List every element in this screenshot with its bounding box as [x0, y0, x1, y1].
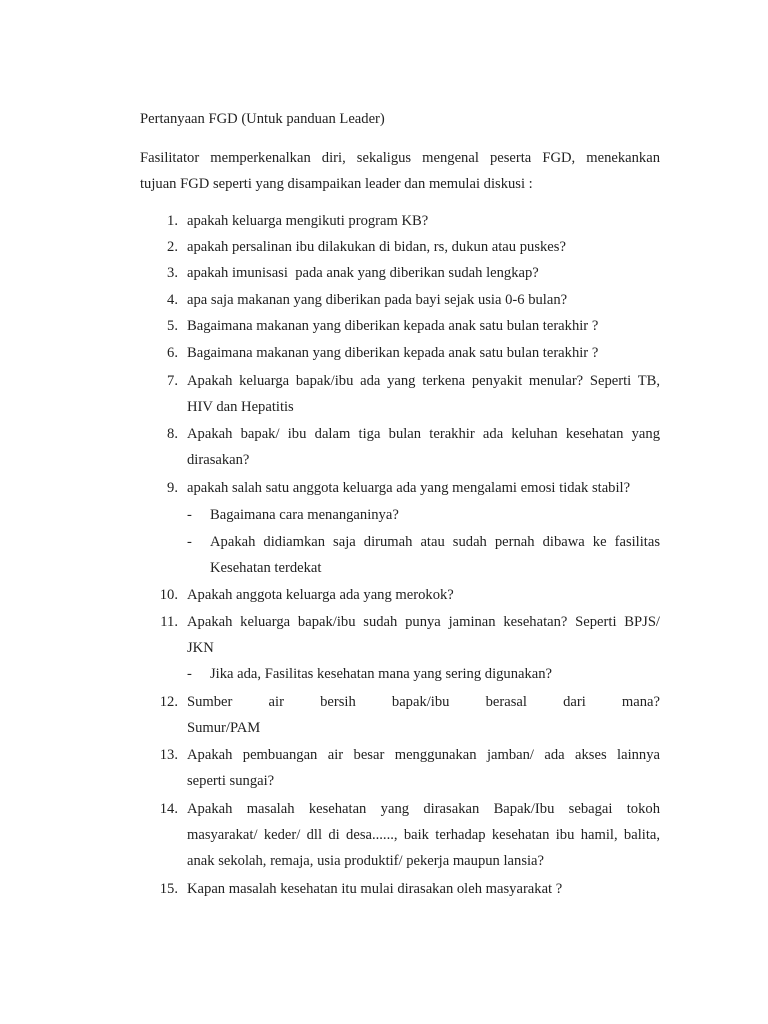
intro-line-2: tujuan FGD seperti yang disampaikan leader dan memulai diskusi :: [140, 176, 533, 192]
question-number: 9.: [167, 480, 178, 496]
document-title: Pertanyaan FGD (Untuk panduan Leader): [140, 111, 385, 127]
question-text: masyarakat/ keder/ dll di desa......, baik terhadap kesehatan ibu hamil, balita,: [187, 827, 660, 843]
question-item: [140, 742, 660, 794]
question-text: Apakah keluarga bapak/ibu sudah punya jaminan kesehatan? Seperti BPJS/: [187, 614, 660, 630]
question-item: [140, 340, 660, 366]
question-number: 11.: [160, 614, 178, 630]
question-item: [140, 260, 660, 286]
question-text: Apakah anggota keluarga ada yang merokok?: [187, 587, 454, 603]
question-text: Apakah masalah kesehatan yang dirasakan Bapak/Ibu sebagai tokoh: [187, 801, 660, 817]
question-item: [140, 421, 660, 473]
question-text: Bagaimana makanan yang diberikan kepada anak satu bulan terakhir ?: [187, 318, 599, 334]
sub-question-item: [140, 502, 660, 528]
question-number: 13.: [159, 747, 178, 763]
question-text: apakah imunisasi pada anak yang diberikan sudah lengkap?: [187, 265, 539, 281]
question-item: [140, 582, 660, 608]
question-item: [140, 368, 660, 420]
question-item: [140, 208, 660, 234]
question-item: [140, 796, 660, 874]
question-number: 10.: [159, 587, 178, 603]
question-text: HIV dan Hepatitis: [187, 399, 294, 415]
question-text: apakah keluarga mengikuti program KB?: [187, 213, 429, 229]
dash-bullet: -: [187, 534, 192, 550]
question-text: Apakah pembuangan air besar menggunakan jamban/ ada akses lainnya: [187, 747, 660, 763]
question-number: 12.: [159, 694, 178, 710]
question-item: [140, 876, 660, 902]
question-item: [140, 609, 660, 661]
question-number: 2.: [167, 239, 178, 255]
question-text: Bagaimana makanan yang diberikan kepada anak satu bulan terakhir ?: [187, 345, 599, 361]
sub-question-text: Jika ada, Fasilitas kesehatan mana yang sering digunakan?: [210, 666, 553, 682]
question-text: apakah persalinan ibu dilakukan di bidan, rs, dukun atau puskes?: [187, 239, 566, 255]
question-number: 6.: [167, 345, 178, 361]
sub-question-text: Bagaimana cara menanganinya?: [210, 507, 399, 523]
dash-bullet: -: [187, 666, 192, 682]
question-text: Kapan masalah kesehatan itu mulai dirasakan oleh masyarakat ?: [187, 881, 563, 897]
question-text: Sumber air bersih bapak/ibu berasal dari mana?: [187, 694, 660, 710]
question-number: 15.: [159, 881, 178, 897]
question-item: [140, 689, 660, 741]
question-number: 4.: [167, 292, 178, 308]
question-item: [140, 475, 660, 501]
sub-question-text: Kesehatan terdekat: [210, 560, 322, 576]
question-item: [140, 313, 660, 339]
question-text: Apakah bapak/ ibu dalam tiga bulan terakhir ada keluhan kesehatan yang: [187, 426, 660, 442]
question-text: apakah salah satu anggota keluarga ada yang mengalami emosi tidak stabil?: [187, 480, 631, 496]
question-text: Sumur/PAM: [187, 720, 261, 736]
question-number: 7.: [167, 373, 178, 389]
question-text: anak sekolah, remaja, usia produktif/ pekerja maupun lansia?: [187, 853, 545, 869]
question-text: dirasakan?: [187, 452, 250, 468]
question-number: 8.: [167, 426, 178, 442]
question-text: Apakah keluarga bapak/ibu ada yang terkena penyakit menular? Seperti TB,: [187, 373, 660, 389]
question-text: apa saja makanan yang diberikan pada bayi sejak usia 0-6 bulan?: [187, 292, 568, 308]
question-text: JKN: [187, 640, 214, 656]
question-item: [140, 287, 660, 313]
sub-question-item: [140, 529, 660, 581]
dash-bullet: -: [187, 507, 192, 523]
sub-question-text: Apakah didiamkan saja dirumah atau sudah pernah dibawa ke fasilitas: [210, 534, 660, 550]
question-number: 3.: [167, 265, 178, 281]
sub-question-item: [140, 661, 660, 687]
intro-paragraph: [140, 145, 660, 197]
question-number: 5.: [167, 318, 178, 334]
question-item: [140, 234, 660, 260]
question-text: seperti sungai?: [187, 773, 275, 789]
intro-line-1: Fasilitator memperkenalkan diri, sekaligus mengenal peserta FGD, menekankan: [140, 150, 660, 166]
question-number: 1.: [167, 213, 178, 229]
question-number: 14.: [159, 801, 178, 817]
